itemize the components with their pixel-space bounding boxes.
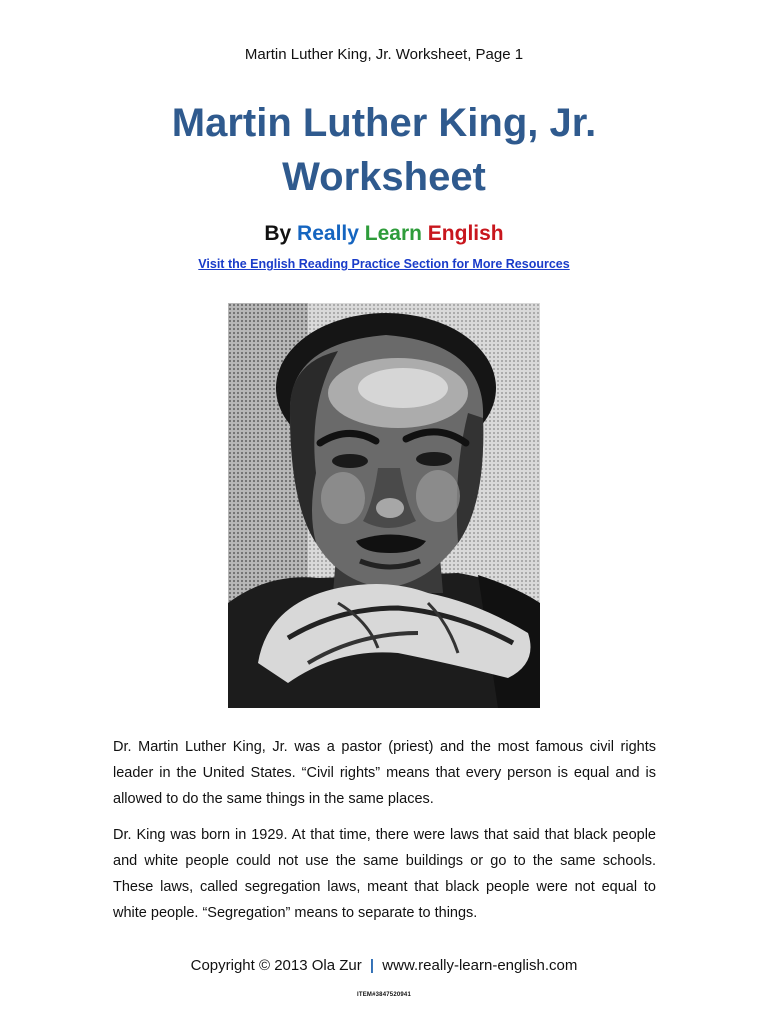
title-line-2: Worksheet [282,155,486,199]
website-url: www.really-learn-english.com [382,957,578,974]
portrait-photo [228,303,540,708]
byline-learn: Learn [364,222,422,245]
byline [0,222,768,246]
paragraph-2: Dr. King was born in 1929. At that time, there were laws that said that black people and white people could not use the same buildings or go to the same schools. These laws, called segregation laws, meant that black people were not equal to white people. “Segregation” means to separate to things. [113,827,656,921]
copyright-text: Copyright © 2013 Ola Zur [190,957,362,974]
worksheet-title [0,96,768,204]
title-line-1: Martin Luther King, Jr. [171,101,597,145]
item-id: ITEM#3847520941 [356,992,412,998]
reading-practice-link[interactable]: Visit the English Reading Practice Section for More Resources [198,257,570,271]
byline-english: English [427,222,504,245]
footer-copyright [0,957,768,974]
article-body [113,734,656,936]
resource-link-container [0,257,768,271]
byline-really: Really [297,222,359,245]
page-running-header: Martin Luther King, Jr. Worksheet, Page 1 [244,46,524,63]
paragraph-1: Dr. Martin Luther King, Jr. was a pastor (priest) and the most famous civil rights leader in the United States. “Civil rights” means that every person is equal and is allowed to do the same things in the same places. [113,739,656,807]
footer-separator: | [369,957,375,974]
byline-by: By [264,222,292,245]
